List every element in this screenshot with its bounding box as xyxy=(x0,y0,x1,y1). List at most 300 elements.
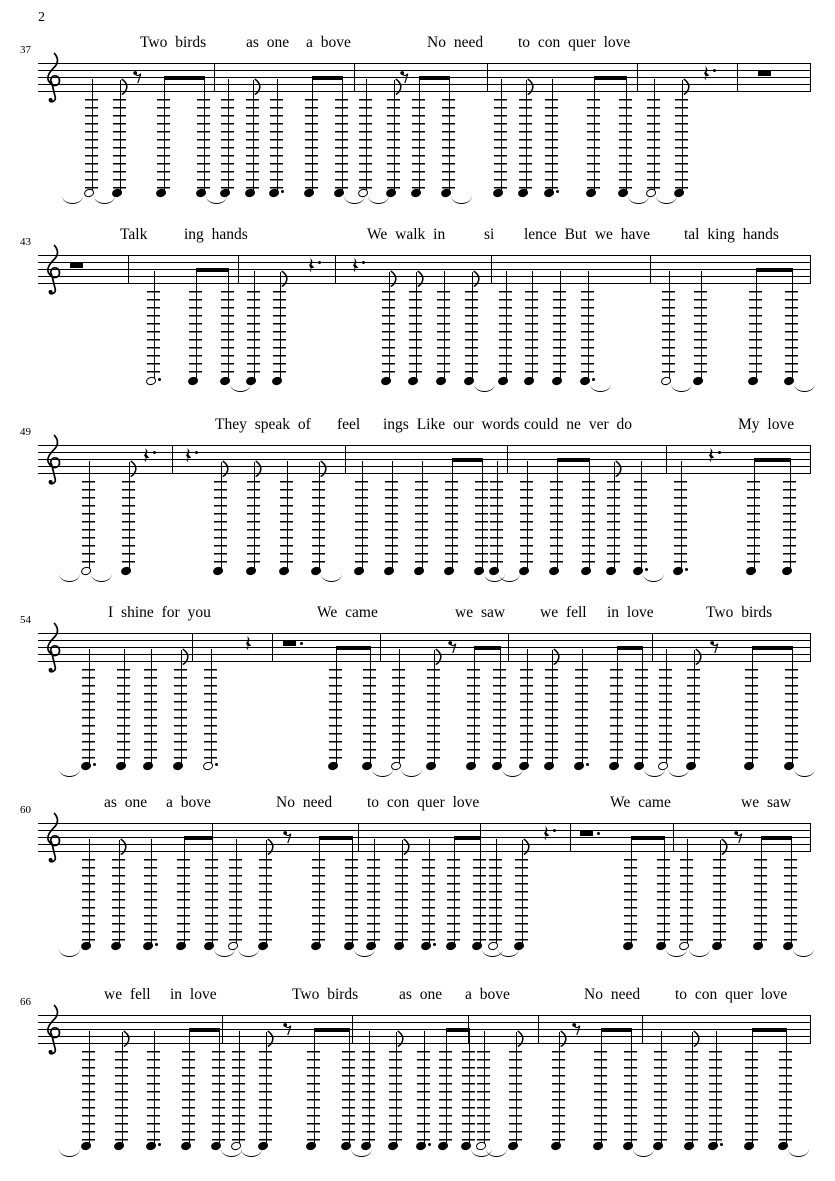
quarter-rest-icon xyxy=(143,448,152,465)
ledger-ladder xyxy=(307,1051,320,1143)
tie xyxy=(794,769,815,777)
tie xyxy=(793,949,814,957)
tie xyxy=(401,769,422,777)
lyric-syllable: ing hands xyxy=(184,226,248,243)
lyric-syllable: in love xyxy=(607,604,654,621)
tie xyxy=(474,384,495,392)
eighth-rest-icon xyxy=(572,1022,582,1036)
ledger-ladder xyxy=(362,1051,375,1143)
eighth-flag-icon xyxy=(390,271,399,288)
ledger-ladder xyxy=(345,859,358,943)
ledger-ladder xyxy=(204,669,217,763)
ledger-ladder xyxy=(177,859,190,943)
ledger-ladder xyxy=(247,291,260,378)
lyric-syllable: We came xyxy=(317,604,378,621)
ledger-ladder xyxy=(442,99,455,190)
beam xyxy=(189,1028,221,1032)
barline xyxy=(352,1015,353,1044)
beam xyxy=(594,76,628,80)
ledger-ladder xyxy=(619,99,632,190)
ledger-ladder xyxy=(174,669,187,763)
beam xyxy=(196,268,230,272)
tie xyxy=(91,574,112,582)
augmentation-dot xyxy=(428,1143,431,1146)
eighth-flag-icon xyxy=(560,1031,569,1048)
lyric-syllable: Two birds xyxy=(706,604,773,621)
ledger-ladder xyxy=(745,1051,758,1143)
ledger-ladder xyxy=(359,99,372,190)
ledger-ladder xyxy=(634,481,647,568)
ledger-ladder xyxy=(582,481,595,568)
page-number: 2 xyxy=(38,10,45,25)
ledger-ladder xyxy=(82,1051,95,1143)
eighth-rest-icon xyxy=(283,1022,293,1036)
tie xyxy=(321,574,342,582)
ledger-ladder xyxy=(745,669,758,763)
ledger-ladder xyxy=(499,291,512,378)
rest-dot xyxy=(597,832,600,835)
eighth-flag-icon xyxy=(267,1031,276,1048)
ledger-ladder xyxy=(205,859,218,943)
eighth-flag-icon xyxy=(517,1031,526,1048)
ledger-ladder xyxy=(412,99,425,190)
ledger-ladder xyxy=(259,859,272,943)
ledger-ladder xyxy=(754,859,767,943)
barline xyxy=(358,823,359,852)
tie xyxy=(590,384,611,392)
treble-clef-icon xyxy=(41,1004,65,1056)
quarter-rest-icon xyxy=(308,258,317,275)
ledger-ladder xyxy=(674,481,687,568)
ledger-ladder xyxy=(624,859,637,943)
beam xyxy=(452,458,484,462)
ledger-ladder xyxy=(367,859,380,943)
barline xyxy=(810,255,811,284)
ledger-ladder xyxy=(685,1051,698,1143)
tie xyxy=(788,1149,809,1157)
barline xyxy=(354,63,355,92)
barline xyxy=(810,63,811,92)
ledger-ladder xyxy=(382,291,395,378)
lyric-syllable: as one xyxy=(399,986,443,1003)
ledger-ladder xyxy=(355,481,368,568)
ledger-ladder xyxy=(550,481,563,568)
augmentation-dot xyxy=(215,763,218,766)
lyric-syllable: Two birds xyxy=(140,34,207,51)
ledger-ladder xyxy=(273,291,286,378)
eighth-flag-icon xyxy=(320,461,329,478)
ledger-ladder xyxy=(581,291,594,378)
ledger-ladder xyxy=(82,859,95,943)
eighth-flag-icon xyxy=(123,1031,132,1048)
eighth-flag-icon xyxy=(417,271,426,288)
ledger-ladder xyxy=(247,481,260,568)
ledger-ladder xyxy=(335,99,348,190)
treble-clef-icon xyxy=(41,52,65,104)
ledger-ladder xyxy=(82,481,95,568)
rest-dot xyxy=(718,451,721,454)
tie xyxy=(372,769,393,777)
barline xyxy=(810,1015,811,1044)
ledger-ladder xyxy=(552,1051,565,1143)
measure-number: 66 xyxy=(20,996,31,1008)
lyric-syllable: feel xyxy=(337,416,361,433)
lyric-syllable: My love xyxy=(738,416,795,433)
eighth-flag-icon xyxy=(395,79,404,96)
augmentation-dot xyxy=(556,190,559,193)
ledger-ladder xyxy=(489,859,502,943)
tie xyxy=(238,949,259,957)
beam xyxy=(454,836,482,840)
ledger-ladder xyxy=(112,859,125,943)
tie xyxy=(499,574,520,582)
ledger-ladder xyxy=(509,1051,522,1143)
eighth-rest-icon xyxy=(448,640,458,654)
measure-number: 43 xyxy=(20,236,31,248)
ledger-ladder xyxy=(467,669,480,763)
ledger-ladder xyxy=(610,669,623,763)
tie xyxy=(354,949,375,957)
eighth-flag-icon xyxy=(683,79,692,96)
lyric-syllable: si xyxy=(484,226,495,243)
barline xyxy=(642,1015,643,1044)
ledger-ladder xyxy=(657,859,670,943)
ledger-ladder xyxy=(659,669,672,763)
half-rest xyxy=(283,641,296,646)
tie xyxy=(668,769,689,777)
beam xyxy=(752,646,794,650)
ledger-ladder xyxy=(675,99,688,190)
ledger-ladder xyxy=(447,859,460,943)
lyric-syllable: could ne ver do xyxy=(524,416,632,433)
lyric-syllable: we fell xyxy=(104,986,151,1003)
measure-number: 49 xyxy=(20,426,31,438)
ledger-ladder xyxy=(553,291,566,378)
ledger-ladder xyxy=(409,291,422,378)
beam xyxy=(557,458,591,462)
eighth-flag-icon xyxy=(222,461,231,478)
tie xyxy=(94,196,115,204)
tie xyxy=(794,384,815,392)
eighth-flag-icon xyxy=(527,79,536,96)
barline xyxy=(487,63,488,92)
ledger-ladder xyxy=(189,291,202,378)
ledger-ladder xyxy=(783,481,796,568)
half-rest xyxy=(580,831,593,836)
lyric-syllable: No need xyxy=(427,34,484,51)
barline xyxy=(214,63,215,92)
lyric-syllable: as one xyxy=(104,794,148,811)
ledger-ladder xyxy=(312,859,325,943)
ledger-ladder xyxy=(246,99,259,190)
ledger-ladder xyxy=(475,481,488,568)
rest-dot xyxy=(153,451,156,454)
tie xyxy=(59,769,80,777)
tie xyxy=(628,196,649,204)
barline xyxy=(652,633,653,662)
tie xyxy=(671,384,692,392)
barline xyxy=(508,633,509,662)
rest-dot xyxy=(553,829,556,832)
tie xyxy=(633,1149,654,1157)
ledger-ladder xyxy=(635,669,648,763)
lyric-syllable: a bove xyxy=(306,34,351,51)
eighth-rest-icon xyxy=(734,830,744,844)
ledger-ladder xyxy=(115,1051,128,1143)
barline xyxy=(637,63,638,92)
eighth-flag-icon xyxy=(121,79,130,96)
ledger-ladder xyxy=(654,1051,667,1143)
barline xyxy=(810,823,811,852)
quarter-rest-icon xyxy=(185,448,194,465)
tie xyxy=(59,1149,80,1157)
lyric-syllable: I shine for you xyxy=(108,604,211,621)
augmentation-dot xyxy=(93,763,96,766)
ledger-ladder xyxy=(417,1051,430,1143)
ledger-ladder xyxy=(575,669,588,763)
lyric-syllable: to con quer love xyxy=(518,34,631,51)
augmentation-dot xyxy=(281,190,284,193)
augmentation-dot xyxy=(155,943,158,946)
lyric-syllable: No need xyxy=(584,986,641,1003)
ledger-ladder xyxy=(445,481,458,568)
eighth-flag-icon xyxy=(397,1031,406,1048)
lyric-syllable: Two birds xyxy=(292,986,359,1003)
quarter-rest-icon xyxy=(543,826,552,843)
ledger-ladder xyxy=(270,99,283,190)
ledger-ladder xyxy=(305,99,318,190)
barline xyxy=(222,1015,223,1044)
eighth-rest-icon xyxy=(133,70,143,84)
rest-dot xyxy=(318,261,321,264)
beam xyxy=(164,76,206,80)
ledger-ladder xyxy=(519,99,532,190)
ledger-ladder xyxy=(477,1051,490,1143)
eighth-flag-icon xyxy=(693,1031,702,1048)
beam xyxy=(446,1028,471,1032)
ledger-ladder xyxy=(229,859,242,943)
tie xyxy=(59,574,80,582)
beam xyxy=(756,268,794,272)
augmentation-dot xyxy=(158,1143,161,1146)
lyric-syllable: We walk in xyxy=(367,226,446,243)
ledger-ladder xyxy=(680,859,693,943)
eighth-flag-icon xyxy=(281,271,290,288)
ledger-ladder xyxy=(779,1051,792,1143)
barline xyxy=(272,633,273,662)
ledger-ladder xyxy=(122,481,135,568)
half-rest xyxy=(70,263,83,268)
lyric-syllable: we saw xyxy=(455,604,506,621)
ledger-ladder xyxy=(312,481,325,568)
ledger-ladder xyxy=(785,291,798,378)
treble-clef-icon xyxy=(41,434,65,486)
ledger-ladder xyxy=(713,859,726,943)
tie xyxy=(656,196,677,204)
ledger-ladder xyxy=(197,99,210,190)
ledger-ladder xyxy=(687,669,700,763)
eighth-flag-icon xyxy=(267,839,276,856)
lyric-syllable: to con quer love xyxy=(675,986,788,1003)
beam xyxy=(312,76,344,80)
ledger-ladder xyxy=(520,481,533,568)
treble-clef-icon xyxy=(41,244,65,296)
ledger-ladder xyxy=(427,669,440,763)
staff-lines xyxy=(38,823,810,852)
barline xyxy=(650,255,651,284)
treble-clef-icon xyxy=(41,812,65,864)
ledger-ladder xyxy=(82,669,95,763)
ledger-ladder xyxy=(422,859,435,943)
ledger-ladder xyxy=(117,669,130,763)
beam xyxy=(617,646,644,650)
ledger-ladder xyxy=(392,669,405,763)
rest-dot xyxy=(713,69,716,72)
treble-clef-icon xyxy=(41,622,65,674)
barline xyxy=(570,823,571,852)
tie xyxy=(62,196,83,204)
tie xyxy=(59,949,80,957)
ledger-ladder xyxy=(144,859,157,943)
eighth-flag-icon xyxy=(473,271,482,288)
augmentation-dot xyxy=(685,568,688,571)
ledger-ladder xyxy=(587,99,600,190)
tie xyxy=(368,196,389,204)
ledger-ladder xyxy=(342,1051,355,1143)
ledger-ladder xyxy=(363,669,376,763)
ledger-ladder xyxy=(182,1051,195,1143)
ledger-ladder xyxy=(144,669,157,763)
augmentation-dot xyxy=(586,763,589,766)
ledger-ladder xyxy=(437,291,450,378)
eighth-flag-icon xyxy=(120,839,129,856)
lyric-syllable: in love xyxy=(170,986,217,1003)
ledger-ladder xyxy=(385,481,398,568)
ledger-ladder xyxy=(545,669,558,763)
rest-dot xyxy=(195,451,198,454)
ledger-ladder xyxy=(749,291,762,378)
ledger-ladder xyxy=(473,859,486,943)
eighth-flag-icon xyxy=(255,461,264,478)
lyric-syllable: to con quer love xyxy=(367,794,480,811)
barline xyxy=(192,633,193,662)
tie xyxy=(643,574,664,582)
ledger-ladder xyxy=(221,291,234,378)
barline xyxy=(737,63,738,92)
ledger-ladder xyxy=(329,669,342,763)
tie xyxy=(486,1149,507,1157)
barline xyxy=(345,445,346,474)
ledger-ladder xyxy=(147,1051,160,1143)
rest-dot xyxy=(362,261,365,264)
ledger-ladder xyxy=(221,99,234,190)
half-rest xyxy=(758,71,771,76)
eighth-flag-icon xyxy=(435,649,444,666)
quarter-rest-icon xyxy=(352,258,361,275)
beam xyxy=(184,836,214,840)
ledger-ladder xyxy=(387,99,400,190)
lyric-syllable: tal king hands xyxy=(684,226,779,243)
beam xyxy=(754,458,792,462)
beam xyxy=(336,646,372,650)
ledger-ladder xyxy=(493,669,506,763)
eighth-flag-icon xyxy=(523,839,532,856)
ledger-ladder xyxy=(113,99,126,190)
beam xyxy=(601,1028,633,1032)
lyric-syllable: a bove xyxy=(465,986,510,1003)
ledger-ladder xyxy=(389,1051,402,1143)
ledger-ladder xyxy=(624,1051,637,1143)
ledger-ladder xyxy=(395,859,408,943)
ledger-ladder xyxy=(594,1051,607,1143)
lyric-syllable: a bove xyxy=(166,794,211,811)
augmentation-dot xyxy=(720,1143,723,1146)
augmentation-dot xyxy=(158,378,161,381)
ledger-ladder xyxy=(784,859,797,943)
beam xyxy=(761,836,793,840)
ledger-ladder xyxy=(147,291,160,378)
ledger-ladder xyxy=(525,291,538,378)
ledger-ladder xyxy=(785,669,798,763)
lyric-syllable: we fell xyxy=(540,604,587,621)
eighth-flag-icon xyxy=(403,839,412,856)
ledger-ladder xyxy=(490,481,503,568)
tie xyxy=(351,1149,372,1157)
beam xyxy=(631,836,666,840)
lyric-syllable: as one xyxy=(246,34,290,51)
ledger-ladder xyxy=(157,99,170,190)
barline xyxy=(380,633,381,662)
lyric-syllable: No need xyxy=(276,794,333,811)
augmentation-dot xyxy=(645,568,648,571)
ledger-ladder xyxy=(520,669,533,763)
ledger-ladder xyxy=(214,481,227,568)
ledger-ladder xyxy=(415,481,428,568)
barline xyxy=(172,445,173,474)
quarter-rest-icon xyxy=(245,636,254,653)
eighth-flag-icon xyxy=(695,649,704,666)
beam xyxy=(319,836,354,840)
staff-lines xyxy=(38,445,810,474)
lyric-syllable: ings Like our words xyxy=(383,416,520,433)
measure-number: 60 xyxy=(20,804,31,816)
barline xyxy=(507,445,508,474)
barline xyxy=(810,633,811,662)
beam xyxy=(752,1028,788,1032)
ledger-ladder xyxy=(545,99,558,190)
tie xyxy=(451,196,472,204)
ledger-ladder xyxy=(515,859,528,943)
ledger-ladder xyxy=(709,1051,722,1143)
beam xyxy=(474,646,502,650)
eighth-flag-icon xyxy=(615,461,624,478)
augmentation-dot xyxy=(592,378,595,381)
quarter-rest-icon xyxy=(703,66,712,83)
beam xyxy=(419,76,451,80)
ledger-ladder xyxy=(439,1051,452,1143)
ledger-ladder xyxy=(85,99,98,190)
eighth-flag-icon xyxy=(254,79,263,96)
barline xyxy=(128,255,129,284)
eighth-rest-icon xyxy=(283,830,293,844)
tie xyxy=(689,949,710,957)
ledger-ladder xyxy=(694,291,707,378)
eighth-flag-icon xyxy=(553,649,562,666)
eighth-flag-icon xyxy=(721,839,730,856)
lyric-syllable: we saw xyxy=(741,794,792,811)
barline xyxy=(491,255,492,284)
ledger-ladder xyxy=(607,481,620,568)
